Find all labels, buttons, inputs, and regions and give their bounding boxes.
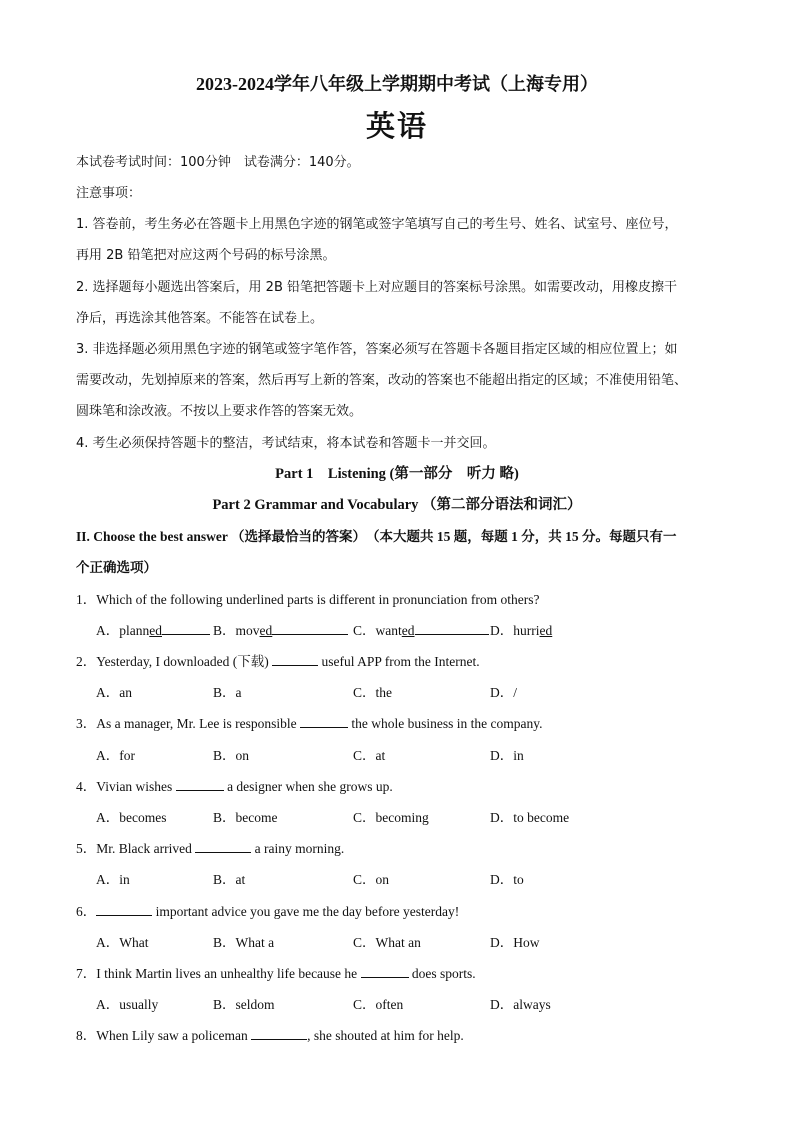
notice-1-line-1: 1. 答卷前，考生务必在答题卡上用黑色字迹的钢笔或签字笔填写自己的考生号、姓名、试室号、座位号， xyxy=(76,217,678,232)
notice-label: 注意事项： xyxy=(76,186,142,201)
question-6: 6． important advice you gave me the day before yesterday! xyxy=(76,904,460,919)
q2-option-c[interactable]: C．the xyxy=(353,685,392,700)
question-number: 8． xyxy=(76,1028,97,1043)
q6-option-b[interactable]: B．What a xyxy=(213,935,275,950)
q5-option-d[interactable]: D．to xyxy=(490,872,524,887)
answer-blank xyxy=(361,965,409,978)
q2-option-a[interactable]: A．an xyxy=(96,685,132,700)
part-1-heading: Part 1 Listening (第一部分 听力 略) xyxy=(275,466,519,482)
question-4: 4．Vivian wishes a designer when she grows up. xyxy=(76,779,393,794)
notice-3-line-2: 需要改动，先划掉原来的答案，然后再写上新的答案，改动的答案也不能超出指定的区域；不准使用铅笔、 xyxy=(76,373,688,388)
q1-option-c[interactable]: C．wanted xyxy=(353,619,489,639)
answer-blank xyxy=(272,653,318,666)
subject-heading: 英语 xyxy=(365,109,428,143)
part-2-heading: Part 2 Grammar and Vocabulary （第二部分语法和词汇） xyxy=(212,497,582,513)
question-number: 1． xyxy=(76,592,97,607)
underlined-part: ed xyxy=(149,623,162,638)
q5-option-a[interactable]: A．in xyxy=(96,872,130,887)
q3-option-c[interactable]: C．at xyxy=(353,748,386,763)
answer-blank xyxy=(176,778,224,791)
q1-option-b[interactable]: B．moved xyxy=(213,619,348,639)
q2-option-d[interactable]: D．/ xyxy=(490,685,517,700)
question-8: 8．When Lily saw a policeman , she shouted at him for help. xyxy=(76,1028,464,1043)
answer-blank xyxy=(251,1027,307,1040)
notice-1-line-2: 再用 2B 铅笔把对应这两个号码的标号涂黑。 xyxy=(76,248,336,263)
q1-option-a[interactable]: A．planned xyxy=(96,619,210,639)
answer-blank xyxy=(195,840,251,853)
notice-2-line-2: 净后，再选涂其他答案。不能答在试卷上。 xyxy=(76,311,324,326)
question-number: 5． xyxy=(76,841,97,856)
question-5: 5．Mr. Black arrived a rainy morning. xyxy=(76,841,345,856)
q2-option-b[interactable]: B．a xyxy=(213,685,242,700)
q6-option-a[interactable]: A．What xyxy=(96,935,149,950)
underlined-part: ed xyxy=(259,623,273,638)
underlined-part: ed xyxy=(539,623,553,638)
q6-option-d[interactable]: D．How xyxy=(490,935,540,950)
section-2-heading-cont: 个正确选项） xyxy=(76,560,157,575)
question-number: 2． xyxy=(76,654,97,669)
answer-blank xyxy=(300,715,348,728)
q3-option-a[interactable]: A．for xyxy=(96,748,135,763)
q4-option-d[interactable]: D．to become xyxy=(490,810,570,825)
underlined-part: ed xyxy=(401,623,415,638)
question-number: 3． xyxy=(76,716,97,731)
question-2: 2．Yesterday, I downloaded (下载) useful APP from the Internet. xyxy=(76,654,480,669)
question-1 xyxy=(76,588,540,608)
section-2-heading: II. Choose the best answer （选择最恰当的答案） （本大题共 15 题，每题 1 分，共 15 分。每题只有一 xyxy=(76,529,677,544)
q7-option-c[interactable]: C．often xyxy=(353,997,404,1012)
question-3: 3．As a manager, Mr. Lee is responsible the whole business in the company. xyxy=(76,716,543,731)
q5-option-b[interactable]: B．at xyxy=(213,872,246,887)
question-number: 6． xyxy=(76,904,97,919)
question-text: Which of the following underlined parts is different in pronunciation from others? xyxy=(96,592,540,607)
q3-option-b[interactable]: B．on xyxy=(213,748,250,763)
q6-option-c[interactable]: C．What an xyxy=(353,935,421,950)
exam-time-info: 本试卷考试时间：100分钟 试卷满分：140分。 xyxy=(76,155,360,170)
q5-option-c[interactable]: C．on xyxy=(353,872,390,887)
q7-option-a[interactable]: A．usually xyxy=(96,997,159,1012)
q4-option-b[interactable]: B．become xyxy=(213,810,278,825)
notice-2-line-1: 2. 选择题每小题选出答案后，用 2B 铅笔把答题卡上对应题目的答案标号涂黑。如需要改动，用橡皮擦干 xyxy=(76,280,677,295)
answer-blank xyxy=(96,903,152,916)
question-7: 7．I think Martin lives an unhealthy life because he does sports. xyxy=(76,966,476,981)
q4-option-c[interactable]: C．becoming xyxy=(353,810,429,825)
question-number: 4． xyxy=(76,779,97,794)
q3-option-d[interactable]: D．in xyxy=(490,748,524,763)
q7-option-b[interactable]: B．seldom xyxy=(213,997,275,1012)
question-number: 7． xyxy=(76,966,97,981)
exam-title: 2023-2024学年八年级上学期期中考试（上海专用） xyxy=(196,74,598,94)
q1-option-d[interactable]: D．hurried xyxy=(490,623,553,638)
notice-4: 4. 考生必须保持答题卡的整洁，考试结束，将本试卷和答题卡一并交回。 xyxy=(76,436,496,451)
q7-option-d[interactable]: D．always xyxy=(490,997,551,1012)
q4-option-a[interactable]: A．becomes xyxy=(96,810,167,825)
notice-3-line-1: 3. 非选择题必须用黑色字迹的钢笔或签字笔作答，答案必须写在答题卡各题目指定区域的相应位置上；如 xyxy=(76,342,678,357)
notice-3-line-3: 圆珠笔和涂改液。不按以上要求作答的答案无效。 xyxy=(76,404,363,419)
